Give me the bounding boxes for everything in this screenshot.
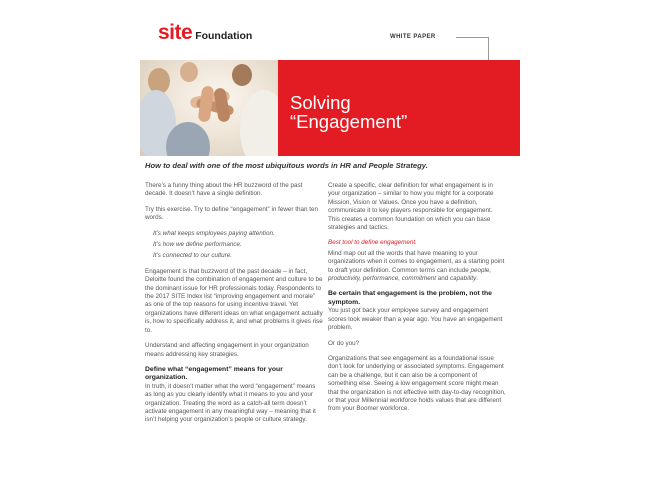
paragraph: Try this exercise. Try to define “engagement” in fewer than ten words.	[145, 205, 319, 222]
logo-foundation-text: Foundation	[195, 30, 253, 42]
document-title	[290, 93, 407, 131]
common-term-last: capability	[450, 275, 477, 283]
person-head	[180, 62, 198, 82]
white-paper-label: WHITE PAPER	[390, 34, 436, 40]
tool-callout: Best tool to define engagement.	[328, 239, 417, 247]
paragraph: Engagement is that buzzword of the past decade – in fact, Deloitte found the combination of engagement and culture to be the dominant issue for HR professionals today. Respondents to the 2017 SITE Index list “improving engagement and morale” as one of the top reasons for using incentive travel. Yet organizations have different ideas on what engagement actually is, how to specifically address it, and what problems it gives rise to.	[145, 267, 323, 334]
paragraph: Create a specific, clear definition for what engagement is in your organization – similar to how you might for a corporate Mission, Vision or Values. Once you have a definition, communicate it to key players responsible for engagement. This creates a common foundation on which you can base strategies and tactics.	[328, 182, 494, 232]
title-line-2: “Engagement”	[290, 111, 408, 132]
paragraph: Understand and affecting engagement in your organization means addressing key strategies.	[145, 342, 309, 358]
person-head	[232, 64, 252, 86]
document-subtitle: How to deal with one of the most ubiquitous words in HR and People Strategy.	[145, 161, 428, 170]
common-terms: people, productivity, performance, commitment	[328, 266, 492, 283]
section-heading: Be certain that engagement is the problem, not the symptom.	[328, 290, 492, 306]
team-hands-photo	[140, 60, 280, 156]
quote-line: It’s how we define performance.	[153, 241, 242, 249]
paragraph-text: and	[436, 275, 451, 283]
header-rule-vertical	[488, 37, 489, 60]
paragraph: Or do you?	[328, 339, 360, 347]
paragraph: There’s a funny thing about the HR buzzword of the past decade. It doesn’t have a single definition.	[145, 182, 303, 198]
hero-banner	[140, 60, 520, 156]
paragraph: You just got back your employee survey and engagement scores look weaker than a year ago. You have an engagement problem.	[328, 307, 503, 332]
paragraph-text: .	[476, 275, 479, 283]
quote-line: It’s connected to our culture.	[153, 252, 232, 260]
paragraph: In truth, it doesn’t matter what the word “engagement” means as long as you clearly identify what it means to you and your organization. Treating the word as a catch-all term doesn’t activate engagement in any meaningful way – meaning that it isn’t helping your organization’s people or culture strategy.	[145, 382, 316, 424]
logo-site-wordmark: site	[158, 21, 193, 44]
header-rule	[456, 37, 488, 38]
quote-line: It’s what keeps employees paying attention.	[153, 229, 275, 237]
section-heading: Define what “engagement” means for your organization.	[145, 365, 283, 382]
right-column	[328, 182, 506, 421]
title-line-1: Solving	[290, 92, 351, 113]
paragraph	[328, 250, 506, 284]
site-foundation-logo	[158, 22, 252, 43]
paragraph: Organizations that see engagement as a foundational issue don’t look for underlying or associated symptoms. Engagement can be a challenge, but it can also be a component of something else. Seeing a low engagement score might mean that the organization is not effective with day-to-day recognition, or that your Millennial workforce holds values that are different from your Boomer workforce.	[328, 354, 506, 413]
left-column	[145, 182, 323, 432]
paragraph-text: Mind map out all the words that have meaning to your organizations when it comes to engagement, as a starting point to draft your definition. Common terms can include	[328, 249, 505, 274]
hand	[198, 85, 215, 122]
